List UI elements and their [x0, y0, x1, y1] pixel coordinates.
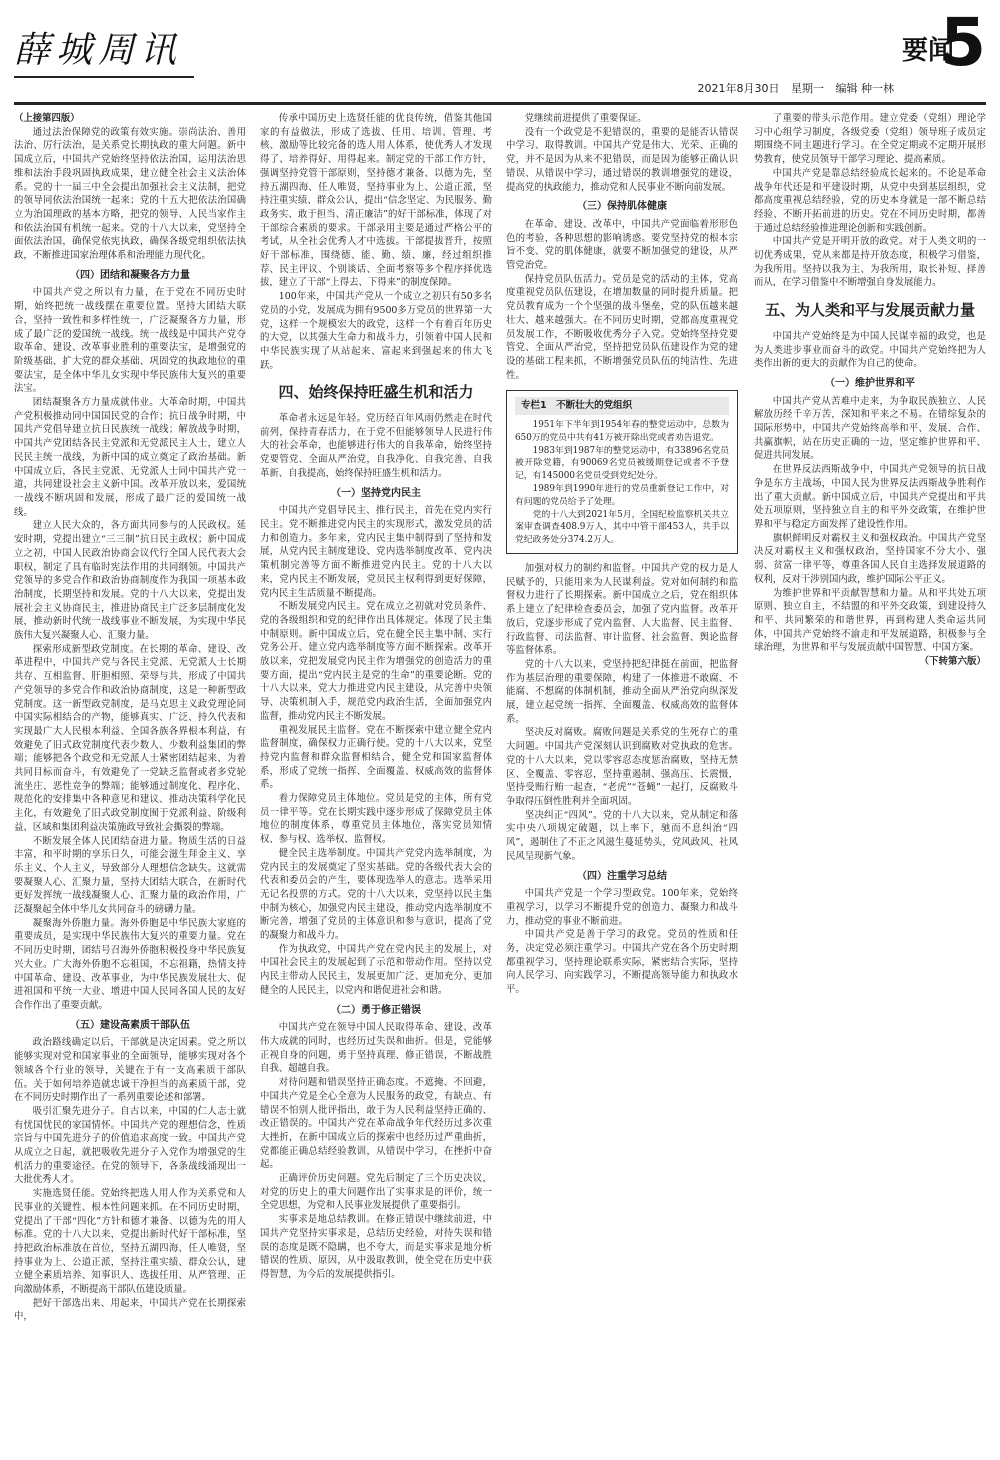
- paragraph: 在世界反法西斯战争中，中国共产党领导的抗日战争是东方主战场，中国人民为世界反法西斯战争胜利作出了重大贡献。新中国成立后，中国共产党提出和平共处五项原则，坚持独立自主的和平外交政策，在维护世界和平与稳定方面发挥了建设性作用。: [754, 464, 986, 530]
- paragraph: 着力保障党员主体地位。党员是党的主体，所有党员一律平等。党在长期实践中逐步形成了保障党员主体地位的制度体系，尊重党员主体地位，落实党员知情权、参与权、选举权、监督权。: [260, 793, 492, 846]
- column-2: [260, 112, 492, 1450]
- paragraph: 中国共产党之所以有力量，在于党在不同历史时期，始终把统一战线摆在重要位置。坚持大团结大联合，坚持一致性和多样性统一，广泛凝聚各方力量，形成了最广泛的爱国统一战线。统一战线是中国共产党夺取革命、建设、改革事业胜利的重要法宝，是增强党的阶级基础、扩大党的群众基础、巩固党的执政地位的重要法宝，是全体中华儿女实现中华民族伟大复兴的重要法宝。: [14, 287, 246, 395]
- section-heading-vitality: 四、始终保持旺盛生机和活力: [278, 383, 474, 402]
- section-title: 要闻: [901, 36, 954, 66]
- subheading-correct-errors: （二）勇于修正错误: [331, 1004, 421, 1016]
- issue-weekday: 星期一: [791, 82, 824, 95]
- paragraph: 探索形成新型政党制度。在长期的革命、建设、改革进程中，中国共产党与各民主党派、无党派人士长期共存、互相监督、肝胆相照、荣辱与共，形成了中国共产党领导的多党合作和政治协商制度，这是一种新型政党制度。这一新型政党制度，是马克思主义政党理论同中国实际相结合的产物，能够真实、广泛、持久代表和实现最广大人民根本利益、全国各族各界根本利益，有效避免了旧式政党制度代表少数人、少数利益集团的弊端；能够把各个政党和无党派人士紧密团结起来、为着共同目标而奋斗，有效避免了一党缺乏监督或者多党轮流坐庄、恶性竞争的弊端；能够通过制度化、程序化、规范化的安排集中各种意见和建议、推动决策科学化民主化，有效避免了旧式政党制度囿于党派利益、阶级利益、区域和集团利益决策施政导致社会撕裂的弊端。: [14, 643, 246, 833]
- page-number: 5: [940, 4, 986, 81]
- paragraph: 作为执政党，中国共产党在党内民主的发展上，对中国社会民主的发展起到了示范和带动作用。坚持以党内民主带动人民民主，发展更加广泛、更加充分、更加健全的人民民主，以党内和谐促进社会和谐。: [260, 943, 492, 996]
- paragraph: 传承中国历史上选贤任能的优良传统，借鉴其他国家的有益做法，形成了选拔、任用、培训、管理、考核、激励等比较完备的选人用人体系，使优秀人才发现得了、培养得好、用得起来。制定党的干部工作方针，强调坚持党管干部原则，坚持德才兼备、以德为先，坚持五湖四海、任人唯贤，坚持事业为上、公道正派，坚持注重实绩、群众公认，提出“信念坚定、为民服务、勤政务实、敢于担当、清正廉洁”的好干部标准，体现了对干部综合素质的要求。干部录用主要是通过严格公平的考试，从全社会优秀人才中选拔。干部提拔晋升，按照好干部标准，围绕德、能、勤、绩、廉，经过组织推荐、民主评议、个别谈话、全面考察等多个程序择优选拔，建立了干部“上得去、下得来”的制度保障。: [260, 113, 492, 289]
- paragraph: 中国共产党始终是为中国人民谋幸福的政党，也是为人类进步事业而奋斗的政党。中国共产党始终把为人类作出新的更大的贡献作为自己的使命。: [754, 330, 986, 370]
- paragraph: 了重要的带头示范作用。建立党委（党组）理论学习中心组学习制度，各级党委（党组）领导班子成员定期围绕不同主题进行学习。在全党定期或不定期开展形势教育，使党员领导干部学习理论、提高素质。: [754, 113, 986, 166]
- sidebar-paragraph: 1983年到1987年的整党运动中，有33896名党员被开除党籍，有90069名党员被缓期登记或者不予登记，有145000名党员受到党纪处分。: [515, 445, 729, 482]
- issue-date: 2021年8月30日: [697, 82, 780, 95]
- paragraph: 坚决纠正“四风”。党的十八大以来，党从制定和落实中央八项规定破题，以上率下，驰而不息纠治“四风”，遏制住了不正之风滋生蔓延势头，党风政风、社风民风呈现新气象。: [506, 809, 738, 862]
- paragraph: 实事求是地总结教训。在修正错误中继续前进，中国共产党坚持实事求是，总结历史经验，对待失误和错误的态度是既不隐瞒，也不夸大，而是实事求是地分析错误的性质、原因，从中汲取教训，使全党在历史中获得智慧，为今后的发展提供指引。: [260, 1214, 492, 1280]
- paragraph: 凝聚海外侨胞力量。海外侨胞是中华民族大家庭的重要成员，是实现中华民族伟大复兴的重要力量。党在不同历史时期，团结号召海外侨胞积极投身中华民族复兴大业。广大海外侨胞不忘祖国，不忘祖籍，热情支持中国革命、建设、改革事业，为中华民族发展壮大、促进祖国和平统一大业、增进中国人民同各国人民的友好合作作出了重要贡献。: [14, 917, 246, 1011]
- paragraph: 把好干部选出来、用起来，中国共产党在长期探索中，: [14, 1297, 246, 1323]
- paragraph: 重视发展民主监督。党在不断探索中建立健全党内监督制度，确保权力正确行使。党的十八大以来，党坚持党内监督和群众监督相结合，健全党和国家监督体系，形成了党统一指挥、全面覆盖、权威高效的监督体系。: [260, 724, 492, 791]
- paragraph: 中国共产党是善于学习的政党。党员的性质和任务，决定党必须注重学习。中国共产党在各个历史时期都重视学习，坚持理论联系实际，紧密结合实际，坚持向人民学习、向实践学习，不断提高领导能力和执政水平。: [506, 929, 738, 996]
- article-body: [14, 112, 986, 1450]
- issue-meta: [690, 80, 895, 96]
- continued-note: （下转第六版）: [919, 656, 986, 668]
- paragraph: 中国共产党是靠总结经验成长起来的。不论是革命战争年代还是和平建设时期，从党中央到基层组织，党都高度重视总结经验，党的历史本身就是一部不断总结经验、不断开拓前进的历史。党在不同历史时期，都善于通过总结经验推进理论创新和实践创新。: [754, 167, 986, 234]
- column-1: [14, 112, 246, 1450]
- paragraph: 中国共产党倡导民主、推行民主，首先在党内实行民主。党不断推进党内民主的实现形式，激发党员的活力和创造力。多年来，党内民主集中制得到了坚持和发展，从党内民主制度建设、党内选举制度改革、党内决策机制完善等方面不断推进党内民主。党的十八大以来，党内民主不断发展，党员民主权利得到更好保障，党内民主生活质量不断提高。: [260, 505, 492, 599]
- paragraph: 吸引汇聚先进分子。自古以来，中国的仁人志士就有忧国忧民的家国情怀。中国共产党的理想信念，性质宗旨与中国先进分子的价值追求高度一致。中国共产党从成立之日起，就把吸收先进分子入党作为增强党的生机活力的重要途径。在党的领导下，各条战线涌现出一大批优秀人才。: [14, 1105, 246, 1186]
- brand-underline: [14, 76, 194, 78]
- sidebar-paragraph: 1989年到1990年进行的党员重新登记工作中，对有问题的党员给予了处理。: [515, 484, 729, 507]
- paragraph: 不断发展党内民主。党在成立之初就对党员条件、党的各级组织和党的纪律作出具体规定。体现了民主集中制原则。新中国成立后，党在健全民主集中制、实行党务公开、建立党内选举制度等方面不断探索。改革开放以来，党把发展党内民主作为增强党的创造活力的重要方面，提出“党内民主是党的生命”的重要论断。党的十八大以来，党大力推进党内民主建设，从完善中央领导、决策机制入手，规范党内政治生活，全面加强党内监督，推动党内民主不断发展。: [260, 601, 492, 722]
- paragraph: 加强对权力的制约和监督。中国共产党的权力是人民赋予的，只能用来为人民谋利益。党对如何制约和监督权力进行了长期探索。新中国成立之后，党在组织体系上建立了纪律检查委员会，加强了党内监督。改革开放后，党逐步形成了党内监督、人大监督、民主监督、行政监督、司法监督、审计监督、社会监督、舆论监督等监督体系。: [506, 563, 738, 657]
- paragraph: 中国共产党从苦难中走来，为争取民族独立、人民解放历经千辛万苦，深知和平来之不易。在错综复杂的国际形势中，中国共产党始终高举和平、发展、合作、共赢旗帜，站在历史正确的一边，坚定维护世界和平、促进共同发展。: [754, 395, 986, 462]
- sidebar-paragraph: 1951年下半年到1954年春的整党运动中，总数为650万的党员中共有41万被开除出党或者劝告退党。: [515, 420, 729, 443]
- paragraph: 正确评价历史问题。党先后制定了三个历史决议，对党的历史上的重大问题作出了实事求是的评价，统一全党思想，为党和人民事业发展提供了重要指引。: [260, 1173, 492, 1212]
- paragraph: 在革命、建设、改革中，中国共产党面临着形形色色的考验，各种思想的影响诱惑。要党坚持党的根本宗旨不变、党的肌体健康，就要不断加强党的建设，从严管党治党。: [506, 218, 738, 272]
- subheading-healthy-body: （三）保持肌体健康: [577, 201, 667, 213]
- paragraph: 革命者永远是年轻。党历经百年风雨仍然走在时代前列，保持青春活力，在于党不但能够领导人民进行伟大的社会革命，也能够进行伟大的自我革命，始终坚持党要管党、全面从严治党，自我净化、自我完善、自我革新、自我提高，始终保持旺盛生机和活力。: [260, 413, 492, 479]
- newspaper-brand: 薛城周讯: [14, 30, 183, 71]
- column-3: [506, 112, 738, 1450]
- paragraph: 党继续前进提供了重要保证。: [524, 113, 647, 124]
- paragraph: 中国共产党是一个学习型政党。100年来，党始终重视学习，以学习不断提升党的创造力、凝聚力和战斗力，推动党的事业不断前进。: [506, 888, 738, 927]
- subheading-inner-democracy: （一）坚持党内民主: [331, 487, 421, 499]
- paragraph: 坚决反对腐败。腐败问题是关系党的生死存亡的重大问题。中国共产党深刻认识到腐败对党执政的危害。党的十八大以来，党以零容忍态度惩治腐败，坚持无禁区、全覆盖、零容忍，坚持重遏制、强高压、长震慑，坚持受贿行贿一起查，“老虎”“苍蝇”一起打，反腐败斗争取得压倒性胜利并全面巩固。: [506, 727, 738, 807]
- sidebar-paragraph: 党的十八大到2021年5月，全国纪检监察机关共立案审查调查408.9万人，其中中管干部453人，共手以党纪政务处分374.2万人。: [515, 509, 729, 546]
- paragraph: 党的十八大以来，党坚持把纪律挺在前面，把监督作为基层治理的重要保障，构建了一体推进不敢腐、不能腐、不想腐的体制机制，推动全面从严治党向纵深发展，建立起党统一指挥、全面覆盖、权威高效的监督体系。: [506, 658, 738, 725]
- section-heading-peace-development: 五、为人类和平与发展贡献力量: [764, 301, 975, 320]
- paragraph: 100年来，中国共产党从一个成立之初只有50多名党员的小党，发展成为拥有9500多万党员的世界第一大党，这样一个规模宏大的政党，这样一个有着百年历史的大党，以其强大生命力和战斗力，引领着中国人民和中华民族实现了从站起来、富起来到强起来的伟大飞跃。: [260, 291, 492, 371]
- subheading-world-peace: （一）维护世界和平: [825, 377, 915, 389]
- paragraph: 保持党员队伍活力。党员是党的活动的主体，党高度重视党员队伍建设，在增加数量的同时提升质量。把党员教育成为一个个坚强的战斗堡垒，党的队伍越来越壮大、越来越强大。在不同历史时期，党都高度重视党员发展工作，不断吸收优秀分子入党。党始终坚持党要管党、全面从严治党，坚持把党员队伍建设作为党的建设的基础工程来抓，不断增强党员队伍的纯洁性、先进性。: [506, 273, 738, 381]
- editor-credit: 编辑 种一林: [835, 82, 894, 95]
- paragraph: 不断发展全体人民团结奋进力量。物质生活的日益丰富，和平时期的享乐日久，可能会滋生拜金主义、享乐主义、个人主义，导致部分人理想信念缺失。这就需要凝聚人心、汇聚力量，坚持大团结大联合，在新时代更好发挥统一战线凝聚人心、汇聚力量的政治作用，广泛凝聚起全体中华儿女共同奋斗的磅礴力量。: [14, 835, 246, 916]
- paragraph: 对待问题和错误坚持正确态度。不遮掩、不回避，中国共产党是全心全意为人民服务的政党，有缺点、有错误不怕别人批评指出，敢于为人民利益坚持正确的、改正错误的。中国共产党在革命战争年代经历过多次重大挫折，在新中国成立后的探索中也经历过严重曲折，党都能正确总结经验教训，从错误中学习，在挫折中奋起。: [260, 1077, 492, 1171]
- masthead: [14, 4, 986, 102]
- column-4: [754, 112, 986, 1450]
- header-rule: [14, 102, 986, 105]
- paragraph: 健全民主选举制度。中国共产党党内选举制度，为党内民主的发展奠定了坚实基础。党的各级代表大会的代表和委员会的产生，要体现选举人的意志。选举采用无记名投票的方式。党的十八大以来，党坚持以民主集中制为核心，加强党内民主建设，推动党内选举制度不断完善，增强了党员的主体意识和参与意识，提高了党的凝聚力和战斗力。: [260, 847, 492, 942]
- paragraph: 实施选贤任能。党始终把选人用人作为关系党和人民事业的关键性、根本性问题来抓。在不同历史时期，党提出了干部“四化”方针和德才兼备、以德为先的用人标准。党的十八大以来，党提出新时代好干部标准，坚持把政治标准放在首位，坚持五湖四海、任人唯贤，坚持事业为上、公道正派，坚持注重实绩、群众公认，建立健全素质培养、知事识人、选拔任用、从严管理、正向激励体系，不断提高干部队伍建设质量。: [14, 1188, 246, 1296]
- sidebar-title: 专栏1 不断壮大的党组织: [515, 397, 729, 415]
- paragraph: 建立人民大众的，各方面共同参与的人民政权。延安时期，党提出建立“三三制”抗日民主政权；新中国成立之初，中国人民政治协商会议代行全国人民代表大会职权，制定了具有临时宪法作用的共同纲领。中国共产党领导的多党合作和政治协商制度作为我国一项基本政治制度，长期坚持和发展。党的十八大以来，党提出发展社会主义协商民主，推进协商民主广泛多层制度化发展，推动新时代统一战线事业不断发展，为实现中华民族伟大复兴凝聚人心、汇聚力量。: [14, 520, 246, 642]
- paragraph: 通过法治保障党的政策有效实施。崇尚法治、善用法治、厉行法治，是关系党长期执政的重大问题。新中国成立后，中国共产党始终坚持依法治国，运用法治思维和法治手段巩固执政成果，建立健全社会主义法治体系。党的十一届三中全会提出加强社会主义法制，把党的领导同依法治国统一起来；党的十五大把依法治国确立为治国理政的基本方略，把党的领导、人民当家作主和依法治国有机统一起来。党的十八大以来，党坚持全面依法治国，确保党依宪执政，确保各级党组织依法执政，不断推进国家治理体系和治理能力现代化。: [14, 126, 246, 262]
- paragraph: 中国共产党是开明开放的政党。对于人类文明的一切优秀成果，党从来都是持开放态度，积极学习借鉴，为我所用。坚持以我为主、为我所用，取长补短、择善而从，在学习借鉴中不断增强自身发展能力。: [754, 236, 986, 289]
- paragraph: 为维护世界和平贡献智慧和力量。从和平共处五项原则、独立自主，不结盟的和平外交政策，到建设持久和平、共同繁荣的和谐世界，再到构建人类命运共同体，中国共产党始终不渝走和平发展道路，积极参与全球治理，为世界和平与发展贡献中国智慧、中国方案。: [754, 587, 986, 654]
- paragraph: 中国共产党在领导中国人民取得革命、建设、改革伟大成就的同时，也经历过失误和曲折。但是，党能够正视自身的问题，勇于坚持真理、修正错误，不断战胜自我、超越自我。: [260, 1022, 492, 1075]
- sidebar-box: [506, 390, 738, 554]
- subheading-learning: （四）注重学习总结: [577, 870, 667, 882]
- paragraph: 团结凝聚各方力量成就伟业。大革命时期，中国共产党积极推动同中国国民党的合作；抗日战争时期，中国共产党倡导建立抗日民族统一战线；解放战争时期，中国共产党团结各民主党派和无党派民主人士，建立人民民主统一战线，为新中国的成立奠定了政治基础。新中国成立后，各民主党派、无党派人士同中国共产党一道，共同建设社会主义新中国。改革开放以来，爱国统一战线不断巩固和发展，形成了最广泛的爱国统一战线。: [14, 397, 246, 518]
- subheading-unite-forces: （四）团结和凝聚各方力量: [70, 269, 190, 281]
- paragraph: 政治路线确定以后，干部就是决定因素。党之所以能够实现对党和国家事业的全面领导，能够实现对各个领域各个行业的领导，关键在于有一支高素质干部队伍。关于如何培养造就忠诚干净担当的高素质干部，党在不同历史时期作出了一系列重要论述和部署。: [14, 1037, 246, 1104]
- paragraph: 旗帜鲜明反对霸权主义和强权政治。中国共产党坚决反对霸权主义和强权政治，坚持国家不分大小、强弱、贫富一律平等，尊重各国人民自主选择发展道路的权利，反对干涉别国内政，维护国际公平正义。: [754, 532, 986, 585]
- paragraph: 没有一个政党是不犯错误的，重要的是能否认错误中学习、取得教训。中国共产党是伟大、光荣、正确的党，并不是因为从来不犯错误，而是因为能够正确认识错误、从错误中学习，通过错误的教训增强党的建设，提高党的执政能力，推动党和人民事业不断向前发展。: [506, 126, 738, 193]
- continuation-note: （上接第四版）: [14, 113, 80, 124]
- subheading-cadre-team: （五）建设高素质干部队伍: [70, 1019, 190, 1031]
